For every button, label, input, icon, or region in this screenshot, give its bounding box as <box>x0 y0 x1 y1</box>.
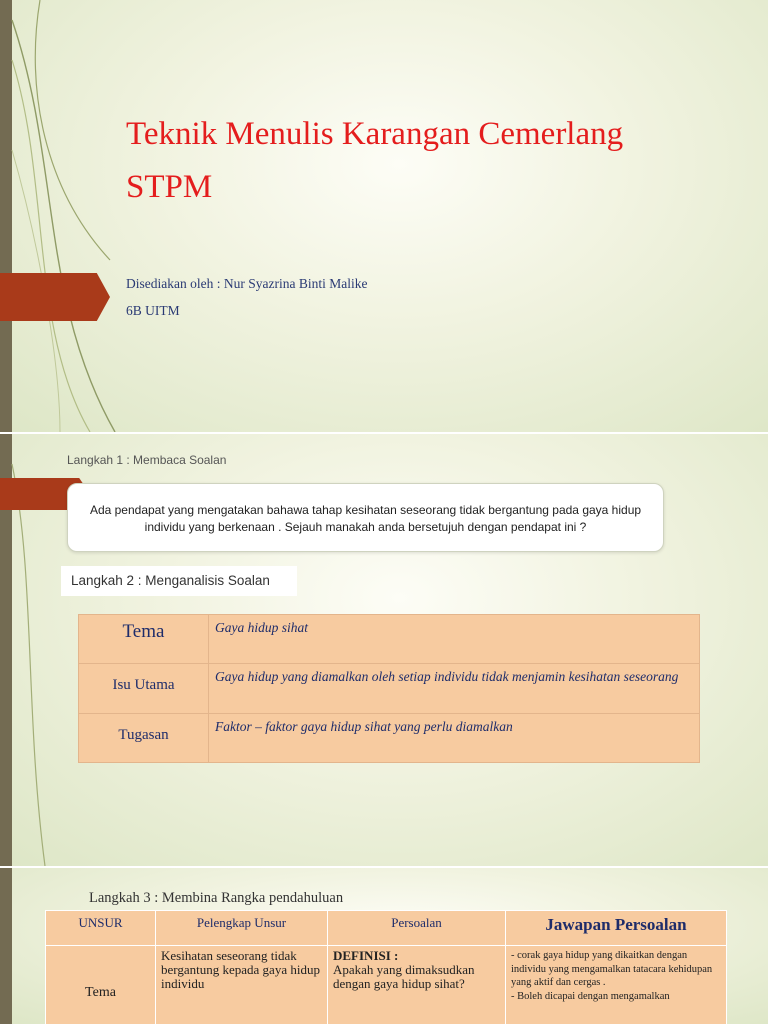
outline-slide <box>0 868 768 1024</box>
answer-line: - Boleh dicapai dengan mengamalkan <box>511 990 670 1002</box>
analysis-slide <box>0 434 768 866</box>
definition-question: Apakah yang dimaksudkan dengan gaya hidup sihat? <box>333 962 475 991</box>
answer-line: - corak gaya hidup yang dikaitkan dengan individu yang mengamalkan tatacara kehidupan yang aktif dan cergas . <box>511 950 713 988</box>
subtitle-block <box>126 270 367 324</box>
header-unsur: UNSUR <box>46 911 156 946</box>
cell-persoalan <box>328 946 506 1024</box>
definition-title: DEFINISI : <box>333 948 399 963</box>
outline-table <box>45 910 727 1024</box>
step2-label: Langkah 2 : Menganalisis Soalan <box>61 566 297 596</box>
cell-unsur: Tema <box>46 946 156 1024</box>
analysis-key: Tema <box>79 615 209 664</box>
swoosh-decoration <box>0 0 140 432</box>
arrow-tab <box>0 273 110 321</box>
analysis-key: Isu Utama <box>79 664 209 714</box>
analysis-key: Tugasan <box>79 714 209 763</box>
header-jawapan: Jawapan Persoalan <box>506 911 727 946</box>
step1-label: Langkah 1 : Membaca Soalan <box>67 453 227 467</box>
analysis-value: Faktor – faktor gaya hidup sihat yang perlu diamalkan <box>209 714 700 763</box>
table-row <box>79 664 700 714</box>
analysis-value: Gaya hidup sihat <box>209 615 700 664</box>
table-row <box>46 946 727 1024</box>
table-header-row <box>46 911 727 946</box>
header-persoalan: Persoalan <box>328 911 506 946</box>
cell-pelengkap: Kesihatan seseorang tidak bergantung kepada gaya hidup individu <box>156 946 328 1024</box>
cell-jawapan <box>506 946 727 1024</box>
class-name: 6B UITM <box>126 303 180 318</box>
page-title: Teknik Menulis Karangan Cemerlang STPM <box>126 116 624 205</box>
header-pelengkap: Pelengkap Unsur <box>156 911 328 946</box>
question-box: Ada pendapat yang mengatakan bahawa tahap kesihatan seseorang tidak bergantung pada gaya hidup individu yang berkenaan . Sejauh manakah anda bersetujuh dengan pendapat ini ? <box>67 483 664 552</box>
title-slide <box>0 0 768 432</box>
table-row <box>79 714 700 763</box>
analysis-table <box>78 614 700 763</box>
step3-label: Langkah 3 : Membina Rangka pendahuluan <box>89 890 344 906</box>
table-row <box>79 615 700 664</box>
prepared-by: Disediakan oleh : Nur Syazrina Binti Malike <box>126 276 368 291</box>
analysis-value: Gaya hidup yang diamalkan oleh setiap individu tidak menjamin kesihatan seseorang <box>209 664 700 714</box>
left-accent-bar <box>0 868 12 1024</box>
